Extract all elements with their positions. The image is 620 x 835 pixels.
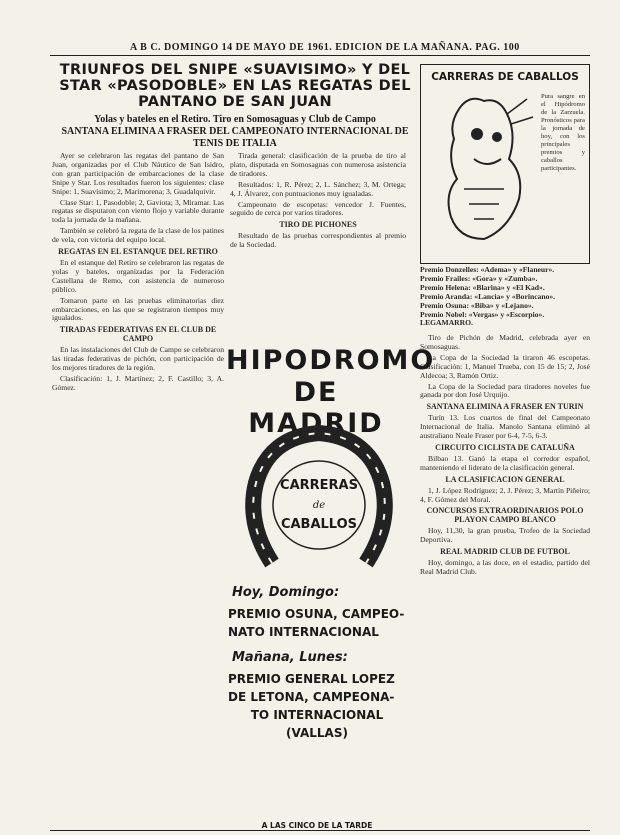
paragraph: Turín 13. Los cuartos de final del Campeonato Internacional de Italia. Manolo Santana eliminó al australiano Neale Fraser por 6-4, 7-5, 6-3. xyxy=(420,413,590,441)
footer-rule xyxy=(50,830,590,831)
paragraph: En el estanque del Retiro se celebraron las regatas de yolas y bateles, organizadas por la Federación Castellana de Remo, con asistencia de numeroso público. xyxy=(52,257,224,294)
box-title: CARRERAS DE CABALLOS xyxy=(431,71,579,83)
hipodromo-advertisement xyxy=(226,345,436,830)
pick-item: Premio Osuna: «Biba» y «Lejano». xyxy=(420,300,534,310)
section-subhead: CONCURSOS EXTRAORDINARIOS POLO PLAYON CAMPO BLANCO xyxy=(426,506,584,525)
paragraph: Clase Star: 1, Pasodoble; 2, Gaviota; 3, Miramar. Las regatas se disputaron con viento flojo y variable durante toda la jornada de la mañana. xyxy=(52,197,224,225)
paragraph: Clasificación: 1, J. Martínez; 2, F. Castillo; 3, A. Gómez. xyxy=(52,373,224,392)
pick-item: Premio Nobel: «Vergas» y «Escorpio». xyxy=(420,309,545,319)
paragraph: Ayer se celebraron las regatas del pantano de San Juan, organizadas por el Club Náutico de San Isidro, con gran participación de embarcaciones de la clase Snipe y Star. Los resultados fueron los siguientes: clase Snipe: 1, Suavísimo; 2, Marimorena; 3, Guadalquivir. xyxy=(52,152,224,196)
ad-day-sunday: Hoy, Domingo: xyxy=(232,585,340,600)
section-subhead: REAL MADRID CLUB DE FUTBOL xyxy=(440,547,570,557)
section-subhead: TIRADAS FEDERATIVAS EN EL CLUB DE CAMPO xyxy=(59,325,217,344)
paragraph: También se celebró la regata de la clase de los patines de vela, con victoria del equipo local. xyxy=(52,226,224,245)
seal-text-caballos: CABALLOS xyxy=(280,517,358,532)
paragraph: Tirada general: clasificación de la prueba de tiro al plato, disputada en Somosaguas con numerosa asistencia de tiradores. xyxy=(230,152,406,178)
seal-text-de: de xyxy=(312,500,326,511)
paragraph: Resultado de las pruebas correspondientes al premio de la Sociedad. xyxy=(230,231,406,250)
paragraph: Bilbao 13. Ganó la etapa el corredor español, manteniendo el liderato de la clasificación general. xyxy=(420,453,590,472)
paragraph: Hoy, 11,30, la gran prueba, Trofeo de la Sociedad Deportiva. xyxy=(420,526,590,545)
ad-time: A LAS CINCO DE LA TARDE xyxy=(261,821,373,830)
paragraph: Hoy, domingo, a las doce, en el estadio, partido del Real Madrid Club. xyxy=(420,557,590,576)
ad-event-line: (VALLAS) xyxy=(286,726,348,740)
section-subhead: CIRCUITO CICLISTA DE CATALUÑA xyxy=(435,442,575,452)
pick-item: Premio Frailes: «Gora» y «Zumba». xyxy=(420,273,538,283)
racing-picks xyxy=(420,266,590,326)
ad-event-line: DE LETONA, CAMPEONA- xyxy=(228,690,395,704)
article-deck: Yolas y bateles en el Retiro. Tiro en Somosaguas y Club de Campo xyxy=(94,114,376,125)
paragraph: En las instalaciones del Club de Campo se celebraron las tiradas federativas de pichón, con participación de los mejores tiradores de la región. xyxy=(52,345,224,372)
article-column-3 xyxy=(420,334,590,828)
paragraph: Tomaron parte en las pruebas eliminatorias diez embarcaciones, en las que se registraron tiempos muy igualados. xyxy=(52,295,224,323)
article-headline: TRIUNFOS DEL SNIPE «SUAVISIMO» Y DEL STAR «PASODOBLE» EN LAS REGATAS DEL PANTANO DE SAN JUAN xyxy=(59,62,411,110)
ad-title-line1: HIPODROMO xyxy=(226,345,436,376)
article-column-2 xyxy=(230,152,406,342)
article-column-1 xyxy=(52,152,224,828)
paragraph: Campeonato de escopetas: vencedor J. Fuentes, seguido de cerca por varios tiradores. xyxy=(230,199,406,218)
header-rule xyxy=(50,55,590,56)
paragraph: Resultados: 1, R. Pérez; 2, L. Sánchez; 3, M. Ortega; 4, J. Álvarez, con puntuaciones muy igualadas. xyxy=(230,179,406,198)
pick-item: Premio Donzelles: «Adema» y «Flaneur». xyxy=(420,266,555,274)
paragraph: Tiro de Pichón de Madrid, celebrada ayer en Somosaguas. xyxy=(420,334,590,351)
running-header: A B C. DOMINGO 14 DE MAYO DE 1961. EDICION DE LA MAÑANA. PAG. 100 xyxy=(130,42,520,53)
horse-racing-box xyxy=(420,64,590,264)
article-subheadline: SANTANA ELIMINA A FRASER DEL CAMPEONATO INTERNACIONAL DE TENIS DE ITALIA xyxy=(61,126,409,149)
pick-item: Premio Helena: «Blarina» y «El Kad». xyxy=(420,282,545,292)
pick-item: Premio Aranda: «Lancia» y «Borincano». xyxy=(420,291,556,301)
pick-signature: LEGAMARRO. xyxy=(420,318,473,326)
paragraph: La Copa de la Sociedad la tiraron 46 escopetas. Clasificación: 1, Manuel Trueba, con 15 de 15; 2, José Aldecoa; 3, Ramón Ortiz. xyxy=(420,352,590,380)
ad-title-line2: DE MADRID xyxy=(248,377,384,439)
ad-event-line: TO INTERNACIONAL xyxy=(250,708,384,722)
box-intro-text: Pura sangre en el Hipódromo de la Zarzuela. Pronósticos para la jornada de hoy, con los principales premios y caballos participantes. xyxy=(541,93,585,172)
seal-text-carreras: CARRERAS xyxy=(280,478,358,493)
section-subhead: REGATAS EN EL ESTANQUE DEL RETIRO xyxy=(58,247,218,257)
paragraph: La Copa de la Sociedad para tiradores noveles fue ganada por don José Urquijo. xyxy=(420,381,590,400)
ad-event-line: NATO INTERNACIONAL xyxy=(228,625,379,639)
ad-day-monday: Mañana, Lunes: xyxy=(232,650,348,665)
section-subhead: SANTANA ELIMINA A FRASER EN TURIN xyxy=(426,402,584,412)
section-subhead: TIRO DE PICHONES xyxy=(279,220,357,230)
section-subhead: LA CLASIFICACION GENERAL xyxy=(445,474,565,484)
ad-event-line: PREMIO GENERAL LOPEZ xyxy=(228,672,395,686)
ad-event-line: PREMIO OSUNA, CAMPEO- xyxy=(228,607,405,621)
horse-illustration xyxy=(429,89,539,249)
horseshoe-seal xyxy=(244,423,394,573)
paragraph: 1, J. López Rodríguez; 2, J. Pérez; 3, Martín Piñeiro; 4, F. Gómez del Moral. xyxy=(420,485,590,504)
